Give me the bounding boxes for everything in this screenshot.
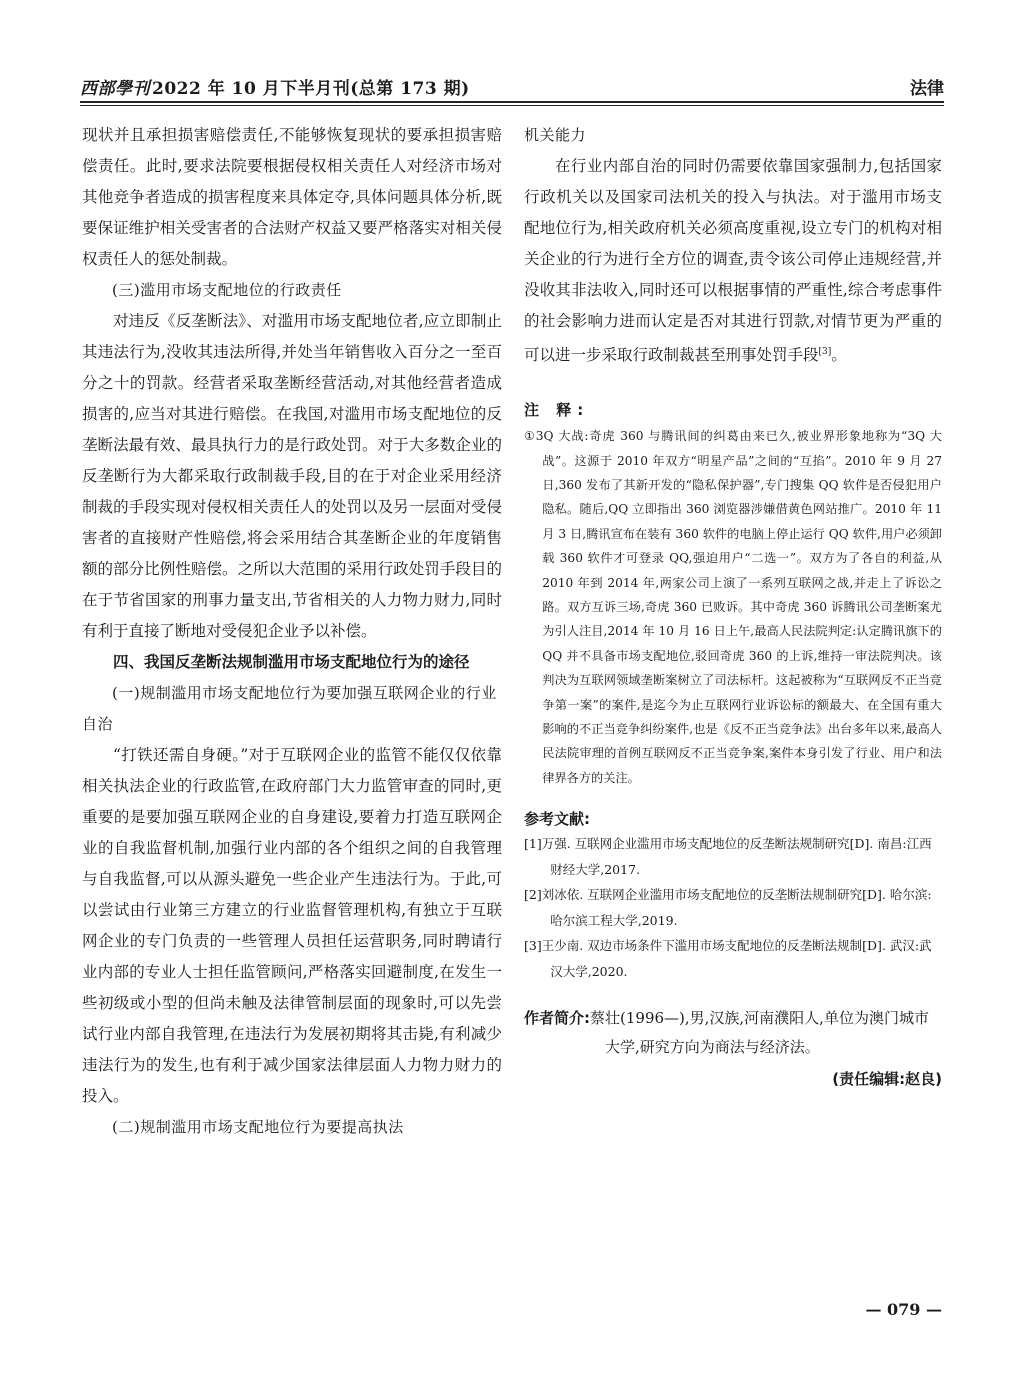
paragraph: “打铁还需自身硬。”对于互联网企业的监管不能仅仅依靠相关执法企业的行政监管,在政府部门大力监管审查的同时,更重要的是要加强互联网企业的自身建设,要着力打造互联网企业的自我监督机制,加强行业内部的各个组织之间的自我管理与自我监督,可以从源头避免一些企业产生违法行为。于此,可以尝试由行业第三方建立的行业监督管理机构,有独立于互联网企业的专门负责的一些管理人员担任运营职务,同时聘请行业内部的专业人士担任监管顾问,严格落实回避制度,在发生一些初级或小型的但尚未触及法律管制层面的现象时,可以先尝试行业内部自我管理,在违法行为发展初期将其击毙,有利减少违法行为的发生,也有利于减少国家法律层面人力物力财力的投入。 [82,746,502,1105]
reference-item: [2]刘冰依. 互联网企业滥用市场支配地位的反垄断法规制研究[D]. 哈尔滨:哈尔滨工程大学,2019. [524,887,932,928]
section-heading: 四、我国反垄断法规制滥用市场支配地位行为的途径 [113,653,470,671]
paragraph-end: 。 [831,346,847,365]
notes-heading: 注 释: [524,401,590,420]
paragraph: 现状并且承担损害赔偿责任,不能够恢复现状的要承担损害赔偿责任。此时,要求法院要根据侵权相关责任人对经济市场对其他竞争者造成的损害程度来具体定夺,具体问题具体分析,既要保证维护相关受害者的合法财产权益又要严格落实对相关侵权责任人的惩处制裁。 [82,126,502,268]
subheading: (二)规制滥用市场支配地位行为要提高执法 [112,1118,404,1136]
author-text: 蔡壮(1996—),男,汉族,河南濮阳人,单位为澳门城市大学,研究方向为商法与经济法。 [590,1009,929,1057]
header-rule-thin [80,105,944,106]
subheading: (一)规制滥用市场支配地位行为要加强互联网企业的行业自治 [82,684,497,733]
paragraph-text: 在行业内部自治的同时仍需要依靠国家强制力,包括国家行政机关以及国家司法机关的投入与执法。对于滥用市场支配地位行为,相关政府机关必须高度重视,设立专门的机构对相关企业的行为进行全方位的调查,责令该公司停止违规经营,并没收其非法收入,同时还可以根据事情的严重性,综合考虑事件的社会影响力进而认定是否对其进行罚款,对情节更为严重的可以进一步采取行政制裁甚至刑事处罚手段 [524,157,942,365]
reference-item: [3]王少南. 双边市场条件下滥用市场支配地位的反垄断法规制[D]. 武汉:武汉大学,2020. [524,938,932,979]
paragraph [524,151,942,371]
reference-item: [1]万强. 互联网企业滥用市场支配地位的反垄断法规制研究[D]. 南昌:江西财经大学,2017. [524,836,932,877]
page-number: — 079 — [865,1300,942,1319]
journal-logo: 西部學刊 [80,79,150,99]
paragraph: 对违反《反垄断法》、对滥用市场支配地位者,应立即制止其违法行为,没收其违法所得,并处当年销售收入百分之一至百分之十的罚款。经营者采取垄断经营活动,对其他经营者造成损害的,应当对其进行赔偿。在我国,对滥用市场支配地位的反垄断法最有效、最具执行力的是行政处罚。对于大多数企业的反垄断行为大都采取行政制裁手段,目的在于对企业采用经济制裁的手段实现对侵权相关责任人的处罚以及另一层面对受侵害者的直接财产性赔偿,将会采用结合其垄断企业的年度销售额的部分比例性赔偿。之所以大范围的采用行政处罚手段目的在于节省国家的刑事力量支出,节省相关的人力物力财力,同时有利于直接了断地对受侵犯企业予以补偿。 [82,312,502,640]
references-heading: 参考文献: [524,810,590,829]
page-header [80,70,944,106]
citation: [3] [818,347,832,357]
author-bio [524,1004,942,1062]
subheading: (三)滥用市场支配地位的行政责任 [112,281,342,299]
right-column [524,120,942,1089]
section-label: 法律 [910,79,944,99]
left-column [82,120,502,1143]
header-rule [80,101,944,103]
responsible-editor: (责任编辑:赵良) [832,1070,942,1089]
author-label: 作者简介: [524,1009,590,1028]
issue-info: 2022 年 10 月下半月刊(总第 173 期) [152,79,470,99]
journal-masthead [80,74,470,99]
footnote: ①3Q 大战:奇虎 360 与腾讯间的纠葛由来已久,被业界形象地称为“3Q 大战”。这源于 2010 年双方“明星产品”之间的“互掐”。2010 年 9 月 27 日,360 发布了其新开发的“隐私保护器”,专门搜集 QQ 软件是否侵犯用户隐私。随后,QQ 立即指出 360 浏览器涉嫌借黄色网站推广。2010 年 11 月 3 日,腾讯宣布在装有 360 软件的电脑上停止运行 QQ 软件,用户必须卸载 360 软件才可登录 QQ,强迫用户“二选一”。双方为了各自的利益,从 2010 年到 2014 年,两家公司上演了一系列互联网之战,并走上了诉讼之路。双方互诉三场,奇虎 360 已败诉。其中奇虎 360 诉腾讯公司垄断案尤为引人注目,2014 年 10 月 16 日上午,最高人民法院判定:认定腾讯旗下的 QQ 并不具备市场支配地位,驳回奇虎 360 的上诉,维持一审法院判决。该判决为互联网领域垄断案树立了司法标杆。这起被称为“互联网反不正当竞争第一案”的案件,是迄今为止互联网行业诉讼标的额最大、在全国有重大影响的不正当竞争纠纷案件,也是《反不正当竞争法》出台多年以来,最高人民法院审理的首例互联网反不正当竞争案,案件本身引发了行业、用户和法律界各方的关注。 [524,429,942,785]
subheading-continued: 机关能力 [524,126,587,144]
